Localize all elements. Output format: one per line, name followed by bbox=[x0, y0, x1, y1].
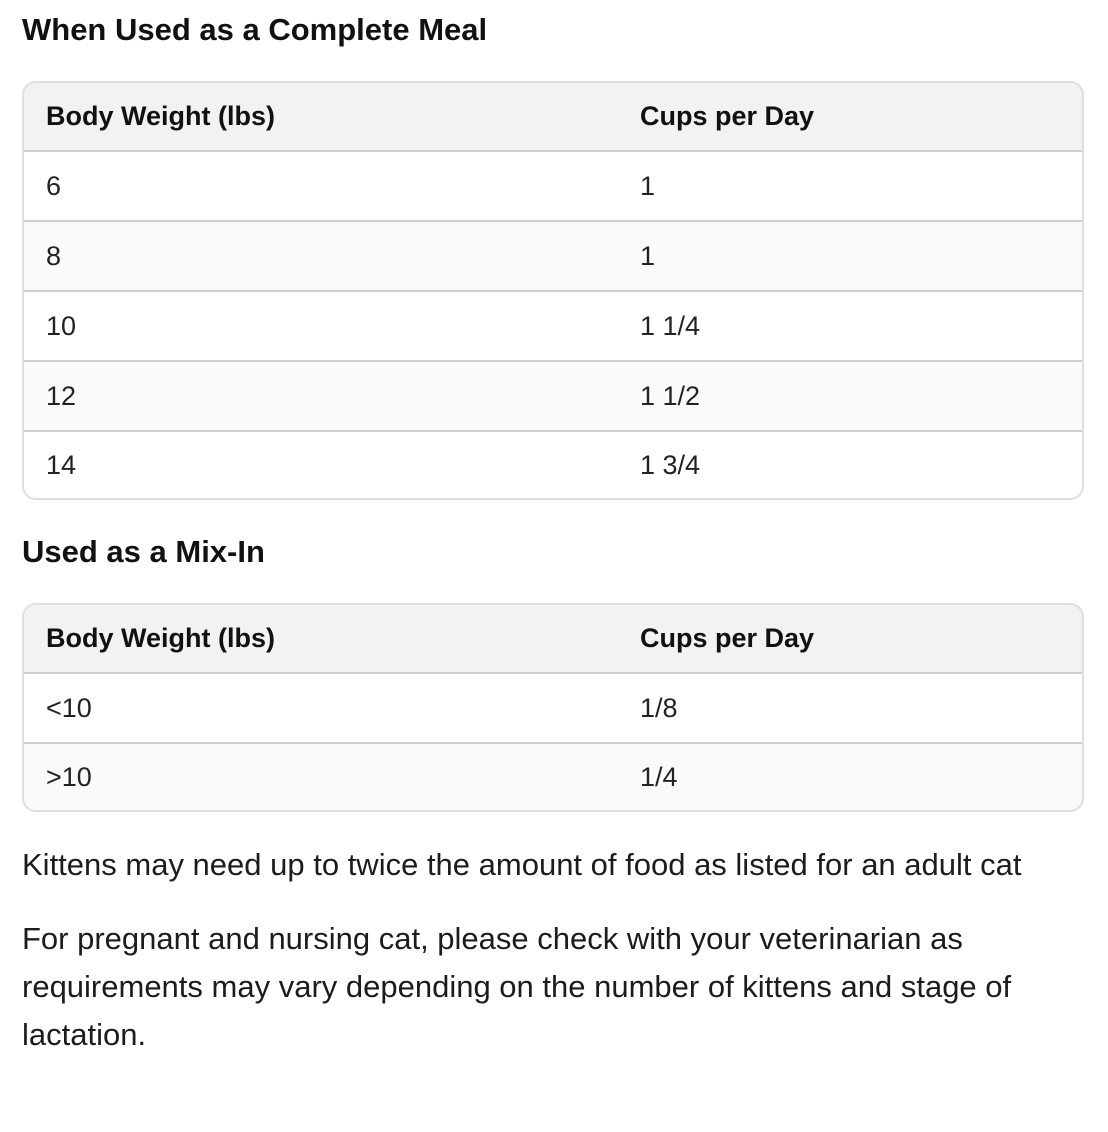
mix-in-table bbox=[22, 603, 1084, 812]
body-weight-cell: <10 bbox=[24, 673, 618, 743]
pregnant-nursing-note: For pregnant and nursing cat, please check with your veterinarian as requirements may vary depending on the number of kittens and stage of lactation. bbox=[22, 921, 1012, 1052]
feeding-guide bbox=[22, 0, 1084, 1059]
cups-per-day-cell: 1 3/4 bbox=[640, 449, 701, 480]
cups-per-day-cell: 1 bbox=[618, 221, 1082, 291]
column-header-cups-per-day: Cups per Day bbox=[618, 83, 1082, 151]
body-weight-cell: 12 bbox=[24, 361, 618, 431]
body-weight-cell: >10 bbox=[24, 743, 618, 810]
column-header-cups-per-day: Cups per Day bbox=[618, 605, 1082, 673]
cups-per-day-cell: 1 1/4 bbox=[618, 291, 1082, 361]
kittens-note: Kittens may need up to twice the amount of food as listed for an adult cat bbox=[22, 847, 1022, 882]
complete-meal-table bbox=[22, 81, 1084, 500]
body-weight-cell: 14 bbox=[46, 449, 77, 480]
table-row bbox=[24, 291, 1082, 361]
column-header-body-weight: Body Weight (lbs) bbox=[24, 83, 618, 151]
cups-per-day-cell: 1/4 bbox=[618, 743, 1082, 810]
table-row bbox=[24, 673, 1082, 743]
body-weight-cell: 10 bbox=[24, 291, 618, 361]
table-header-row bbox=[24, 605, 1082, 673]
cups-per-day-cell: 1 bbox=[618, 151, 1082, 221]
table-row bbox=[24, 743, 1082, 810]
table-header-row bbox=[24, 83, 1082, 151]
cups-per-day-cell: 1 1/2 bbox=[618, 361, 1082, 431]
column-header-body-weight: Body Weight (lbs) bbox=[24, 605, 618, 673]
body-weight-cell: 8 bbox=[24, 221, 618, 291]
table-row bbox=[24, 431, 1082, 498]
table-row bbox=[24, 361, 1082, 431]
table-row bbox=[24, 221, 1082, 291]
mix-in-title: Used as a Mix-In bbox=[22, 534, 265, 569]
complete-meal-title: When Used as a Complete Meal bbox=[22, 12, 488, 47]
body-weight-cell: 6 bbox=[24, 151, 618, 221]
table-row bbox=[24, 151, 1082, 221]
cups-per-day-cell: 1/8 bbox=[618, 673, 1082, 743]
